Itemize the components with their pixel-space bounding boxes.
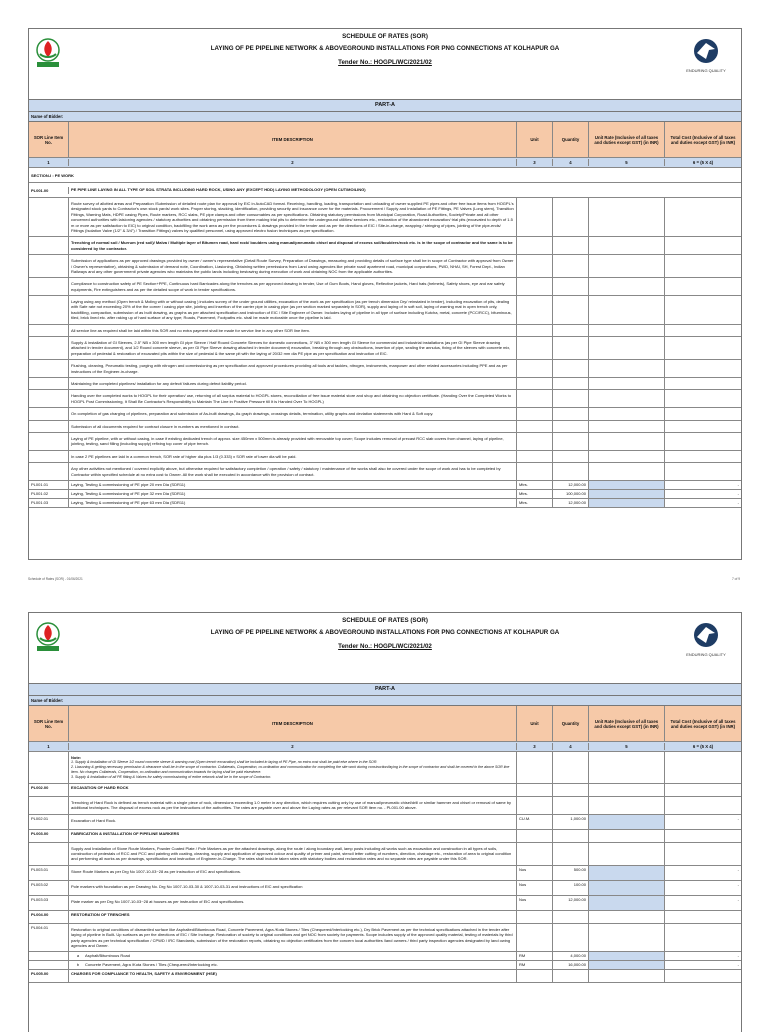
item-no bbox=[29, 337, 69, 359]
item-unit: Nos bbox=[517, 881, 553, 895]
item-desc: Compliance to construction safety of PE Section+PPE, Continuous hard Barricades along the trenches as per approved drawing in tender, Use of Gum Boots, Hand gloves, Reflective jackets, Hard hats (helmets), Safety shoes, eye and ear safety equipments, Fire extinguishers and as per the detailed scope of work in tender specifications. bbox=[69, 278, 517, 295]
table-row bbox=[29, 360, 741, 378]
item-unit-rate bbox=[589, 784, 665, 796]
item-no: PL005.00 bbox=[29, 970, 69, 982]
column-header-row bbox=[29, 706, 741, 742]
item-total bbox=[665, 237, 741, 254]
item-unit bbox=[517, 237, 553, 254]
item-unit: Mtrs. bbox=[517, 481, 553, 489]
item-unit: Nos bbox=[517, 896, 553, 910]
col-description: ITEM DESCRIPTION bbox=[69, 706, 517, 741]
item-quantity: 100.00 bbox=[553, 881, 589, 895]
item-unit bbox=[517, 463, 553, 480]
tender-number: Tender No.: HOGPL/WC/2021/02 bbox=[338, 59, 432, 66]
item-unit: Mtrs. bbox=[517, 499, 553, 507]
item-total bbox=[665, 830, 741, 842]
item-rows bbox=[29, 481, 741, 508]
item-quantity bbox=[553, 911, 589, 923]
item-no: PL001.03 bbox=[29, 499, 69, 507]
item-unit-rate bbox=[589, 924, 665, 952]
item-no: PL002.00 bbox=[29, 784, 69, 796]
item-unit-rate bbox=[589, 421, 665, 432]
item-quantity bbox=[553, 237, 589, 254]
item-unit bbox=[517, 843, 553, 865]
part-label: PART-A bbox=[29, 100, 741, 112]
table-row bbox=[29, 463, 741, 481]
bidder-label: Name of Bidder: bbox=[29, 696, 741, 706]
item-unit-rate[interactable] bbox=[589, 481, 665, 489]
item-desc: Laying, Testing & commissioning of PE pipe 32 mm Dia (SDR11) bbox=[69, 490, 517, 498]
item-desc: RESTORATION OF TRENCHES bbox=[69, 911, 517, 923]
footer-right: 7 of 9 bbox=[732, 577, 740, 581]
col-quantity: Quantity bbox=[553, 706, 589, 741]
svg-text:ENDURING QUALITY: ENDURING QUALITY bbox=[686, 68, 726, 73]
table-row bbox=[29, 843, 741, 866]
item-desc: Trenching of Hard Rock is defined as trench material with a single piece of rock, dimensions exceeding 1.0 meter in any direction, which requires cutting only by use of manual/pneumatic chisel/drill or similar hammer and chisel or removal of same by additional techniques. The disposal of excess rock as per the instructions of the authorities. The rates are payable over and above the Laying rates as per relevant SOR item no. - PL001.00 above. bbox=[69, 797, 517, 814]
item-unit: CU.M. bbox=[517, 815, 553, 829]
item-quantity bbox=[553, 198, 589, 236]
item-total bbox=[665, 797, 741, 814]
item-quantity: 12,000.00 bbox=[553, 896, 589, 910]
table-row bbox=[29, 866, 741, 881]
item-quantity bbox=[553, 296, 589, 324]
item-unit bbox=[517, 278, 553, 295]
col-unit-rate: Unit Rate (Inclusive of all taxes and duties except GST) (in INR) bbox=[589, 122, 665, 157]
item-quantity bbox=[553, 421, 589, 432]
item-desc: Pole markers with foundation as per Drawing No. Drg No 1007-10-03-30 & 1007-10-03-31 and instructions of EIC and specification bbox=[69, 881, 517, 895]
item-total: - bbox=[737, 481, 739, 487]
item-desc: Flushing, cleaning, Pneumatic testing, purging with nitrogen and commissioning as per specification and approved procedures providing all tools and tackles, nitrogen, instruments, manpower and other related accessories including PPE and as per instructions of the Engineer-in-charge. bbox=[69, 360, 517, 377]
item-quantity: 16,000.00 bbox=[553, 961, 589, 969]
item-unit-rate bbox=[589, 830, 665, 842]
table-row bbox=[29, 896, 741, 911]
table-row bbox=[29, 433, 741, 451]
item-unit-rate[interactable] bbox=[589, 490, 665, 498]
document-subtitle: LAYING OF PE PIPELINE NETWORK & ABOVEGROUND INSTALLATIONS FOR PNG CONNECTIONS AT KOLHAPUR GA bbox=[210, 629, 560, 636]
item-unit bbox=[517, 797, 553, 814]
item-total: - bbox=[737, 490, 739, 496]
item-quantity bbox=[553, 390, 589, 407]
item-unit bbox=[517, 337, 553, 359]
item-desc: Laying, Testing & commissioning of PE pipe 63 mm Dia (SDR11) bbox=[69, 499, 517, 507]
item-desc: EXCAVATION OF HARD ROCK bbox=[69, 784, 517, 796]
col-unit-rate: Unit Rate (Inclusive of all taxes and duties except GST) (in INR) bbox=[589, 706, 665, 741]
item-total bbox=[665, 408, 741, 419]
item-total bbox=[665, 784, 741, 796]
table-row bbox=[29, 881, 741, 896]
item-desc: Stone Route Markers as per Drg No 1007-10-03~28 as per instruction of EIC and specifications. bbox=[69, 866, 517, 880]
item-total: - bbox=[737, 866, 739, 872]
sub-item-desc: Asphalt/Bituminous Road bbox=[85, 953, 130, 959]
col-num-4: 4 bbox=[553, 159, 589, 166]
col-num-3: 3 bbox=[517, 159, 553, 166]
item-desc: Supply and Installation of Stone Route Markers, Powder Coated Plate / Pole Markers as per the attached drawings, along the route / along boundary wall, lamp posts including all works such as excavation and construction in all types of soils, construction of pedestals of RCC and PCC and painting with coating, cleaning, supply and application of approved colour and quality of primer and paint, stencil letter cutting of numbers, direction, chainage etc., restoration of area to original condition and performing all works as per drawings, specification and instruction of Engineer-in-Charge. The rates shall include taken rates with statutory bodies and reclamation rates and no separate rates are payable under this SOR. bbox=[69, 843, 517, 865]
note-cell bbox=[69, 752, 517, 783]
item-unit-rate bbox=[589, 390, 665, 407]
item-quantity bbox=[553, 924, 589, 952]
table-row bbox=[29, 815, 741, 830]
section-label: SECTION-I : PE WORK bbox=[31, 172, 74, 178]
item-desc: In case 2 PE pipelines are laid in a common trench, SOR rate of higher dia plus 1/3 (0.333) x SOR rate of lower dia will be paid. bbox=[69, 451, 517, 462]
col-description: ITEM DESCRIPTION bbox=[69, 122, 517, 157]
item-quantity bbox=[553, 408, 589, 419]
item-total bbox=[665, 278, 741, 295]
table-row bbox=[29, 490, 741, 499]
footer-left: Schedule of Rates (SOR) - 01/06/2021 bbox=[28, 577, 83, 581]
item-quantity bbox=[553, 360, 589, 377]
section-heading bbox=[29, 168, 741, 183]
item-no bbox=[29, 463, 69, 480]
item-no bbox=[29, 325, 69, 336]
column-number-row bbox=[29, 158, 741, 168]
paragraph-rows bbox=[29, 198, 741, 481]
item-no: PL001.01 bbox=[29, 481, 69, 489]
table-row bbox=[29, 911, 741, 924]
item-unit bbox=[517, 408, 553, 419]
item-quantity bbox=[553, 337, 589, 359]
table-row bbox=[29, 451, 741, 463]
item-desc: CHARGES FOR COMPLIANCE TO HEALTH, SAFETY & ENVIRONMENT (HSE) bbox=[69, 970, 517, 982]
item-quantity: 12,000.00 bbox=[553, 481, 589, 489]
item-total bbox=[665, 360, 741, 377]
item-unit-rate[interactable] bbox=[589, 499, 665, 507]
table-row bbox=[29, 390, 741, 408]
item-no bbox=[29, 408, 69, 419]
item-desc: Route survey of allotted areas and Preparation /Submission of detailed route plan for approval by EIC in AutoCAD format. Receiving, handling, loading, transportation and unloading of owner supplied PE pipes and other free issue items from HOGPL's designated stock yards to Contractor's own stock yards/ work sites. Proper storing, stacking, identification, providing security and insurance cover for the materials. Procurement / Supply and Installation of PE Fittings, PE Valves (Long stem), Transition Fittings, Warning Mats, HDPE casing Pipes, Route markers, RCC slabs, PE pipe clamps and other consumables as per specifications. Obtaining statutory permissions from Municipal Corporation, Road Authorities, Society/Private and all other concerned authorities with laisioning agencies / statutory authorities and obtaining permission from them making trial pits to determine the underground utilities/ services etc., restoration of the abandoned excavation/ trial pits (excavated to depth of 1.5 m or more as per satisfaction to EIC) to original condition, backfilling the work area as per the procedures & drawings provided in the tender and as per the directions of EIC / Site-in-charge, wrapping / stringing of pipes, jointing of the pipe-ends/ Fittings (Isolation Valve (1/2" & 3/4") / Transition Fittings) valves by qualified personnel, using approved electro fusion techniques as per specification. bbox=[69, 198, 517, 236]
item-no bbox=[29, 360, 69, 377]
col-num-6: 6 = (5 X 4) bbox=[692, 160, 714, 165]
sub-item-letter: b bbox=[76, 962, 80, 968]
col-total-cost: Total Cost (Inclusive of all taxes and duties except GST) (in INR) bbox=[670, 718, 736, 729]
sub-item-desc: Concrete Pavement, Agra /Kota Stones / Tiles (Chequered/Interlocking etc. bbox=[85, 962, 218, 968]
table-row bbox=[29, 924, 741, 953]
item-no bbox=[29, 198, 69, 236]
item-total bbox=[665, 433, 741, 450]
item-unit-rate bbox=[589, 433, 665, 450]
item-quantity bbox=[553, 797, 589, 814]
item-unit-rate bbox=[589, 278, 665, 295]
column-number-row bbox=[29, 742, 741, 752]
item-rows bbox=[29, 784, 741, 984]
item-total bbox=[665, 970, 741, 982]
item-desc: Laying of PE pipeline, with or without casing, in case if existing dedicated trench of approx. size 450mm x 500mm is already provided with removable top cover; Scope includes removal of precast RCC slab covers from channel, laying of pipeline, jointing, testing, sand filling (including supply) refixing top cover of pipe trench. bbox=[69, 433, 517, 450]
table-row bbox=[29, 337, 741, 360]
empty-cell bbox=[665, 752, 741, 783]
item-quantity: 1,000.00 bbox=[553, 815, 589, 829]
note-line-1: 1. Supply & installation of GI Sleeve 1/2 round concrete sleeve & warning mat (Open trench excavation) shall be included in laying of PE Pipe, no extra cost shall be paid else where in the SOR. bbox=[71, 760, 378, 765]
table-row bbox=[29, 481, 741, 490]
item-desc: Handing over the completed works to HOGPL for their operation/ use, returning of all surplus material to HOGPL stores, reconciliation of free issue material store and shop and obtaining no objection certificate. (Handing Over the Completed Works to HOGPL Post Commissioning, It Shall Be Contractor's Responsibility to Maintain The Line in Positive Pressure till It is Handed Over To HOGPL) bbox=[69, 390, 517, 407]
page-header bbox=[29, 613, 741, 684]
table-row bbox=[29, 499, 741, 508]
item-total bbox=[665, 337, 741, 359]
item-desc: Maintaining the completed pipelines/ installation for any defect/ failures during defect liability period. bbox=[69, 378, 517, 389]
item-unit-rate bbox=[589, 255, 665, 277]
item-desc bbox=[69, 952, 517, 960]
item-desc: PE PIPE LINE LAYING IN ALL TYPE OF SOIL STRATA INCLUDING HARD ROCK, USING ANY (EXCEPT HDD) LAYING METHODOLOGY (OPEN CUT/MOILING) bbox=[71, 187, 366, 193]
item-unit-rate[interactable] bbox=[589, 961, 665, 969]
item-no bbox=[29, 421, 69, 432]
item-quantity: 12,000.00 bbox=[553, 499, 589, 507]
item-desc: Plate marker as per Drg No 1007-10-03~28 at houses as per instruction of EIC and specifications. bbox=[69, 896, 517, 910]
col-num-1: 1 bbox=[29, 743, 69, 750]
item-unit bbox=[517, 390, 553, 407]
document-title: SCHEDULE OF RATES (SOR) bbox=[342, 617, 428, 624]
sor-page-1 bbox=[28, 28, 742, 560]
item-unit-rate bbox=[589, 337, 665, 359]
item-quantity bbox=[553, 843, 589, 865]
item-quantity bbox=[553, 433, 589, 450]
column-header-row bbox=[29, 122, 741, 158]
item-quantity bbox=[553, 325, 589, 336]
item-quantity bbox=[553, 463, 589, 480]
item-desc: FABRICATION & INSTALLATION OF PIPELINE MARKERS bbox=[69, 830, 517, 842]
part-label: PART-A bbox=[29, 684, 741, 696]
col-quantity: Quantity bbox=[553, 122, 589, 157]
item-quantity: 4,000.00 bbox=[553, 952, 589, 960]
col-num-6: 6 = (5 X 4) bbox=[692, 744, 714, 749]
note-label: Note: bbox=[71, 755, 82, 760]
item-unit: Mtrs. bbox=[517, 490, 553, 498]
col-sor-line: SOR Line Item No. bbox=[29, 122, 69, 157]
item-total: - bbox=[737, 962, 739, 968]
item-unit-rate bbox=[589, 378, 665, 389]
item-unit bbox=[517, 830, 553, 842]
table-row bbox=[29, 421, 741, 433]
item-unit bbox=[517, 433, 553, 450]
item-total: - bbox=[737, 815, 739, 821]
item-no: PL003.00 bbox=[29, 830, 69, 842]
sor-page-2 bbox=[28, 612, 742, 1032]
item-no bbox=[29, 390, 69, 407]
col-unit: Unit bbox=[517, 122, 553, 157]
col-num-3: 3 bbox=[517, 743, 553, 750]
item-total bbox=[665, 911, 741, 923]
item-unit: RM bbox=[517, 952, 553, 960]
item-unit bbox=[517, 421, 553, 432]
item-desc: All service line as required shall be laid within this SOR and no extra payment shall be made for service line in any other SOR line item. bbox=[69, 325, 517, 336]
item-no bbox=[29, 843, 69, 865]
note-line-2: 2. Liasoning & getting necessary permission & clearance shall be in the scope of contractor. Collaterals, Cooperation, co-ordination and communication for completing the site work during construction/laying in the scope of contractor and shall be covered in the above SOR line item. No charges Collaterals, Cooperation, co-ordination and communication towards for laying shall be paid elsewhere. bbox=[71, 765, 510, 775]
item-total bbox=[665, 198, 741, 236]
col-total-cost: Total Cost (Inclusive of all taxes and duties except GST) (in INR) bbox=[670, 134, 736, 145]
item-total bbox=[665, 924, 741, 952]
item-unit bbox=[517, 325, 553, 336]
item-desc: Submission of all documents required for contract closure in numbers as mentioned in contract. bbox=[69, 421, 517, 432]
bidder-label: Name of Bidder: bbox=[29, 112, 741, 122]
item-no bbox=[29, 451, 69, 462]
col-num-2: 2 bbox=[69, 743, 517, 751]
item-unit-rate bbox=[589, 325, 665, 336]
table-row bbox=[29, 378, 741, 390]
item-unit-rate bbox=[589, 911, 665, 923]
note-line-3: 3. Supply & Installation of all PE fitting & Valves for safety commissioning of entire network shall be in the scope of Contractor. bbox=[71, 774, 272, 779]
table-row bbox=[29, 255, 741, 278]
page-header bbox=[29, 29, 741, 100]
item-unit-rate bbox=[589, 360, 665, 377]
quality-logo bbox=[675, 619, 737, 659]
item-total bbox=[665, 451, 741, 462]
item-total bbox=[665, 843, 741, 865]
col-unit: Unit bbox=[517, 706, 553, 741]
item-desc: Trenching of normal soil / Murrum (red soil)/ Malva / Multiple layer of Bitumen road, hard rock/ boulders using manual/pneumatic chisel and disposal of excess soil/boulders/rock etc. is in the scope of contractor and the same is to be considered by the contractor. bbox=[69, 237, 517, 254]
item-no bbox=[29, 433, 69, 450]
item-quantity: 100,000.00 bbox=[553, 490, 589, 498]
item-no: PL002.01 bbox=[29, 815, 69, 829]
item-unit bbox=[517, 911, 553, 923]
table-row bbox=[29, 784, 741, 797]
item-unit bbox=[517, 360, 553, 377]
item-unit: Nos bbox=[517, 866, 553, 880]
item-total bbox=[665, 390, 741, 407]
item-unit: RM bbox=[517, 961, 553, 969]
item-unit-rate bbox=[589, 797, 665, 814]
item-total: - bbox=[737, 881, 739, 887]
table-row bbox=[29, 183, 741, 198]
table-row bbox=[29, 278, 741, 296]
col-num-4: 4 bbox=[553, 743, 589, 750]
item-unit-rate[interactable] bbox=[589, 815, 665, 829]
item-no bbox=[29, 237, 69, 254]
item-no: PL001.00 bbox=[29, 187, 69, 194]
item-no: PL003.03 bbox=[29, 896, 69, 910]
item-unit-rate bbox=[589, 463, 665, 480]
empty-cell bbox=[517, 752, 553, 783]
tender-number: Tender No.: HOGPL/WC/2021/02 bbox=[338, 643, 432, 650]
item-no bbox=[29, 378, 69, 389]
item-no: PL003.02 bbox=[29, 881, 69, 895]
empty-cell bbox=[589, 752, 665, 783]
item-unit-rate bbox=[589, 451, 665, 462]
item-desc: Any other activities not mentioned / covered explicitly above, but otherwise required for satisfactory completion / operation / safety / statutory / maintenance of the works shall also be covered under the scope of work and has to be completed by Contractor within specified schedule at no extra cost to Owner. All the work shall be executed in accordance with the provision of contract. bbox=[69, 463, 517, 480]
item-desc: Supply & installation of GI Sleeves, 2.5" NB x 300 mm length GI pipe Sleeve / Half Round Concrete Sleeves for domestic connections, 3" NB x 300 mm length GI Sleeve for commercial and industrial installations (as per GI Pipe Sleeve drawing attached in tender document), and 1/2 Round concrete sleeve, as per GI Pipe Sleeve drawing attached in tender document) excavation, breaking through any obstructions, insertion of pipe, sealing the annulus, fixing of the sleeves with concrete mix, preparation of pedestal & restoration of excavated pits within the size of pedestal & the same pit with the laying of 20/32 mm dia PE pipe as per specification and instruction of EIC. bbox=[69, 337, 517, 359]
item-desc: On completion of gas charging of pipelines, preparation and submission of As-built drawings, As graph drawings, crossings details, termination, utility graphs and deviation statements with Hard & Soft copy. bbox=[69, 408, 517, 419]
note-row bbox=[29, 752, 741, 784]
item-quantity bbox=[553, 255, 589, 277]
item-desc: Restoration to original conditions of dismantled surface like Asphalted/Bituminous Road, Concrete Pavement, Agra /Kota Stones / Tiles (Chequered/Interlocking etc.), Dry Brick Pavement as per the technical specifications attached in the tender after laying of pipeline in Built- Up surfaces as per the directions of EIC / Site Incharge. Restoration of society to original conditions and get NOC from society for payments. Scope includes supply of the approved quality material, testing of materials by third party agencies as per technical specification / CPWD / IRC Standards, submission of the restoration reports, obtaining no objection certificates from the concern local authorities /land owners / third party inspection agencies designated by land owing agencies and Owner. bbox=[69, 924, 517, 952]
item-total: - bbox=[737, 953, 739, 959]
item-quantity bbox=[553, 451, 589, 462]
col-num-2: 2 bbox=[69, 159, 517, 167]
document-title: SCHEDULE OF RATES (SOR) bbox=[342, 33, 428, 40]
item-total bbox=[665, 296, 741, 324]
item-quantity bbox=[553, 378, 589, 389]
item-unit-rate[interactable] bbox=[589, 896, 665, 910]
table-row bbox=[29, 961, 741, 970]
item-quantity bbox=[553, 970, 589, 982]
item-no bbox=[29, 255, 69, 277]
item-total bbox=[665, 421, 741, 432]
table-row bbox=[29, 237, 741, 255]
item-unit bbox=[517, 296, 553, 324]
item-total bbox=[665, 255, 741, 277]
item-unit bbox=[517, 198, 553, 236]
table-row bbox=[29, 296, 741, 325]
item-no: PL001.02 bbox=[29, 490, 69, 498]
item-quantity bbox=[553, 278, 589, 295]
item-total bbox=[665, 378, 741, 389]
col-num-5: 5 bbox=[589, 743, 665, 750]
quality-logo bbox=[675, 35, 737, 75]
item-no bbox=[29, 961, 69, 969]
item-unit bbox=[517, 970, 553, 982]
item-total bbox=[665, 325, 741, 336]
table-row bbox=[29, 408, 741, 420]
table-row bbox=[29, 325, 741, 337]
empty-cell bbox=[553, 752, 589, 783]
item-no bbox=[29, 296, 69, 324]
item-unit-rate[interactable] bbox=[589, 952, 665, 960]
item-unit bbox=[517, 784, 553, 796]
svg-text:ENDURING QUALITY: ENDURING QUALITY bbox=[686, 652, 726, 657]
item-no bbox=[29, 278, 69, 295]
item-quantity bbox=[553, 784, 589, 796]
table-row bbox=[29, 198, 741, 237]
item-unit-rate bbox=[589, 408, 665, 419]
item-quantity: 500.00 bbox=[553, 866, 589, 880]
item-unit bbox=[517, 924, 553, 952]
table-row bbox=[29, 797, 741, 815]
item-unit-rate[interactable] bbox=[589, 866, 665, 880]
item-unit-rate bbox=[589, 970, 665, 982]
item-total: - bbox=[737, 896, 739, 902]
item-desc bbox=[69, 961, 517, 969]
item-no bbox=[29, 952, 69, 960]
item-unit bbox=[517, 255, 553, 277]
item-unit-rate bbox=[589, 198, 665, 236]
item-unit bbox=[517, 451, 553, 462]
item-no: PL004.01 bbox=[29, 924, 69, 952]
document-subtitle: LAYING OF PE PIPELINE NETWORK & ABOVEGROUND INSTALLATIONS FOR PNG CONNECTIONS AT KOLHAPUR GA bbox=[210, 45, 560, 52]
item-desc: Submission of applications as per approved drawings provided by owner / owner's representative (Detail Route Survey, Preparation of Drawings, measuring and providing details of surface type shall be in scope of Contractor with approval from Owner / Owner's representative), obtaining & submission of demand note, Coordination, Liasioning, Obtaining written permissions from Land owing agencies like private road/ apartment road, municipal corporations, PWD, NHAI, SH, Forest Dept., Indian Railways and any other government/ private agencies who maintains the public lands including bestowing during execution of work and obtaining NOC from the applicable authorities. bbox=[69, 255, 517, 277]
item-unit-rate bbox=[589, 843, 665, 865]
table-row bbox=[29, 970, 741, 983]
table-row bbox=[29, 952, 741, 961]
table-row bbox=[29, 830, 741, 843]
col-sor-line: SOR Line Item No. bbox=[29, 706, 69, 741]
item-no: PL004.00 bbox=[29, 911, 69, 923]
item-quantity bbox=[553, 830, 589, 842]
sub-item-letter: a bbox=[76, 953, 80, 959]
note-no-cell bbox=[29, 752, 69, 783]
item-no bbox=[29, 797, 69, 814]
item-total: - bbox=[737, 499, 739, 505]
item-unit-rate bbox=[589, 237, 665, 254]
item-total bbox=[665, 463, 741, 480]
item-no: PL003.01 bbox=[29, 866, 69, 880]
item-desc: Laying, Testing & commissioning of PE pipe 20 mm Dia (SDR11) bbox=[69, 481, 517, 489]
col-num-5: 5 bbox=[589, 159, 665, 166]
item-unit-rate bbox=[589, 296, 665, 324]
item-unit-rate[interactable] bbox=[589, 881, 665, 895]
item-desc: Laying using any method (Open trench & Moling with or without casing ) includes survey of the under ground utilities, excavation of the work as per specification (as per trench dimension Dry/ reinstated in tender), including excavation of pits, dealing with Safe rate not exceeding 20% of the the corner / casing pipe site, jointing and insertion of the carrier pipe in casing pipe (as per section marked separately in SOR), supply and laying of in soft soil, laying of warning mat in open trench only, backfilling, compaction, submission of as built drawing, as graphs as per attached specification and instruction of EIC / Site Engineer of Owner. Includes laying of pipeline in all type of surface including Kutcha, metal, concrete (PCC/RCC), bituminous, tiled, brick lined etc. after raking up of hard surface of any type; Roads, Pavement, Footpaths etc. shall be made motorable once the pipeline is laid. bbox=[69, 296, 517, 324]
item-desc: Excavation of Hard Rock. bbox=[69, 815, 517, 829]
col-num-1: 1 bbox=[29, 159, 69, 166]
item-unit bbox=[517, 378, 553, 389]
